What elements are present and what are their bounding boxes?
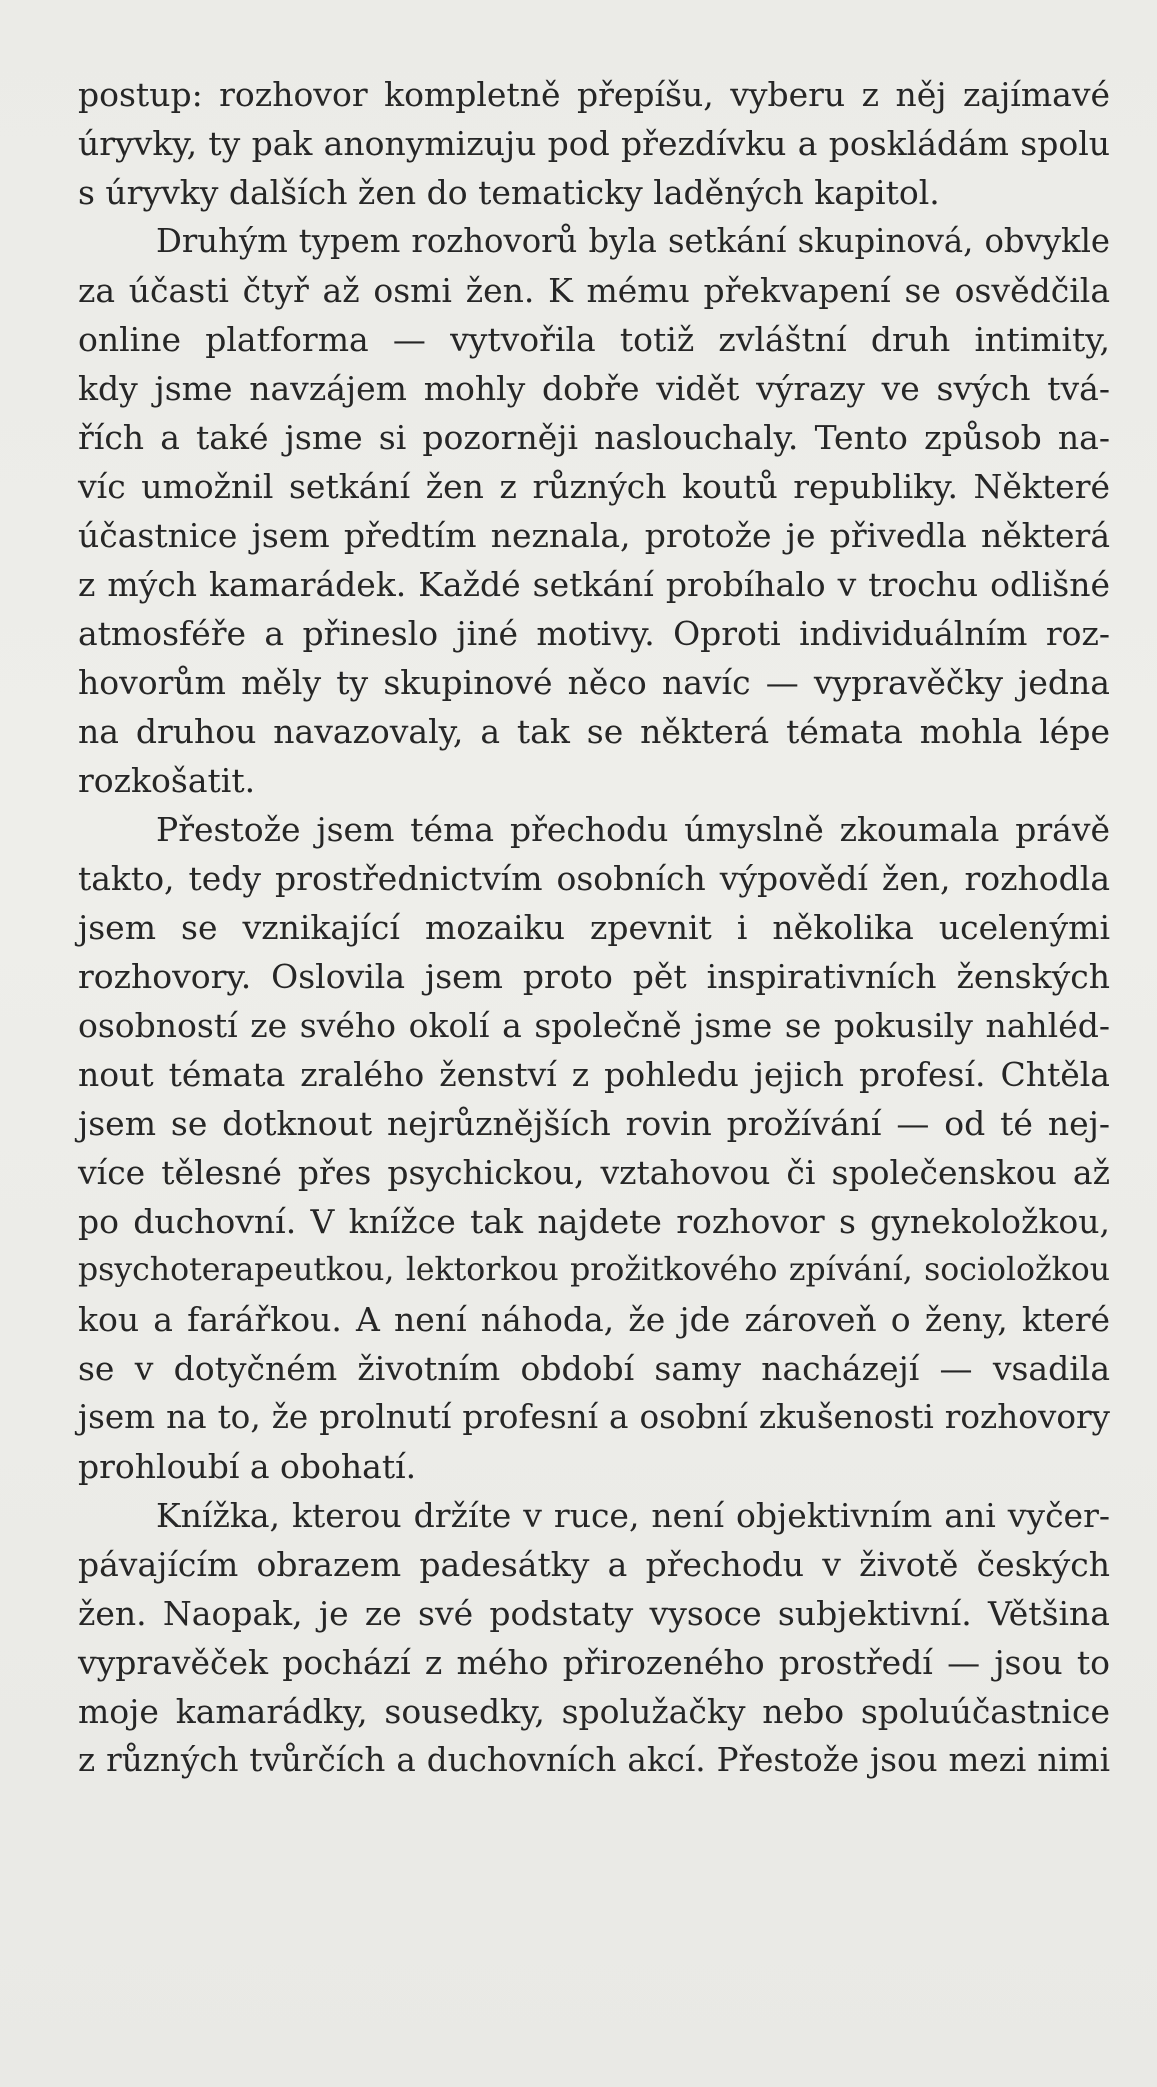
text-line: Knížka, kterou držíte v ruce, není objektivním ani vyčer-	[156, 1496, 1110, 1535]
text-line: Přestože jsem téma přechodu úmyslně zkoumala právě	[156, 810, 1110, 849]
text-line: z mých kamarádek. Každé setkání probíhalo v trochu odlišné	[78, 565, 1110, 604]
text-line: rozkošatit.	[78, 761, 256, 800]
text-line: nout témata zralého ženství z pohledu jejich profesí. Chtěla	[78, 1055, 1110, 1094]
text-line: řích a také jsme si pozorněji naslouchaly. Tento způsob na-	[78, 418, 1110, 457]
text-line: z různých tvůrčích a duchovních akcí. Přestože jsou mezi nimi	[78, 1741, 1110, 1779]
text-line: vypravěček pochází z mého přirozeného prostředí — jsou to	[78, 1643, 1110, 1682]
text-line: jsem se vznikající mozaiku zpevnit i několika ucelenými	[78, 908, 1110, 947]
text-line: na druhou navazovaly, a tak se některá témata mohla lépe	[78, 712, 1110, 751]
text-line: prohloubí a obohatí.	[78, 1447, 417, 1486]
text-line: takto, tedy prostřednictvím osobních výpovědí žen, rozhodla	[78, 859, 1110, 898]
paragraph-2	[78, 217, 1110, 805]
text-line: úryvky, ty pak anonymizuju pod přezdívku a poskládám spolu	[78, 124, 1110, 163]
paragraph-1	[78, 70, 1110, 217]
text-line: více tělesné přes psychickou, vztahovou či společenskou až	[78, 1153, 1110, 1192]
text-line: jsem se dotknout nejrůznějších rovin prožívání — od té nej-	[78, 1104, 1110, 1143]
text-line: hovorům měly ty skupinové něco navíc — vypravěčky jedna	[78, 663, 1110, 702]
text-line: po duchovní. V knížce tak najdete rozhovor s gynekoložkou,	[78, 1202, 1110, 1241]
text-line: rozhovory. Oslovila jsem proto pět inspirativních ženských	[78, 957, 1110, 996]
text-line: víc umožnil setkání žen z různých koutů republiky. Některé	[78, 467, 1110, 506]
text-line: Druhým typem rozhovorů byla setkání skupinová, obvykle	[156, 222, 1110, 260]
text-line: účastnice jsem předtím neznala, protože je přivedla některá	[78, 516, 1110, 555]
text-line: se v dotyčném životním období samy nacházejí — vsadila	[78, 1349, 1110, 1388]
book-page-text	[78, 70, 1110, 1785]
text-line: jsem na to, že prolnutí profesní a osobní zkušenosti rozhovory	[78, 1398, 1110, 1436]
text-line: žen. Naopak, je ze své podstaty vysoce subjektivní. Většina	[78, 1594, 1110, 1633]
text-line: za účasti čtyř až osmi žen. K mému překvapení se osvědčila	[78, 271, 1110, 310]
text-line: postup: rozhovor kompletně přepíšu, vyberu z něj zajímavé	[78, 75, 1110, 114]
text-line: atmosféře a přineslo jiné motivy. Oproti individuálním roz-	[78, 614, 1110, 653]
text-line: moje kamarádky, sousedky, spolužačky nebo spoluúčastnice	[78, 1692, 1110, 1731]
text-line: kdy jsme navzájem mohly dobře vidět výrazy ve svých tvá-	[78, 369, 1110, 408]
paragraph-4	[78, 1491, 1110, 1785]
text-line: osobností ze svého okolí a společně jsme se pokusily nahléd-	[78, 1006, 1110, 1045]
text-line: kou a farářkou. A není náhoda, že jde zároveň o ženy, které	[78, 1300, 1110, 1339]
text-line: psychoterapeutkou, lektorkou prožitkového zpívání, socioložkou	[78, 1252, 1110, 1288]
text-line: pávajícím obrazem padesátky a přechodu v životě českých	[78, 1545, 1110, 1584]
text-line: s úryvky dalších žen do tematicky laděných kapitol.	[78, 173, 940, 212]
paragraph-3	[78, 805, 1110, 1491]
text-line: online platforma — vytvořila totiž zvláštní druh intimity,	[78, 320, 1110, 359]
